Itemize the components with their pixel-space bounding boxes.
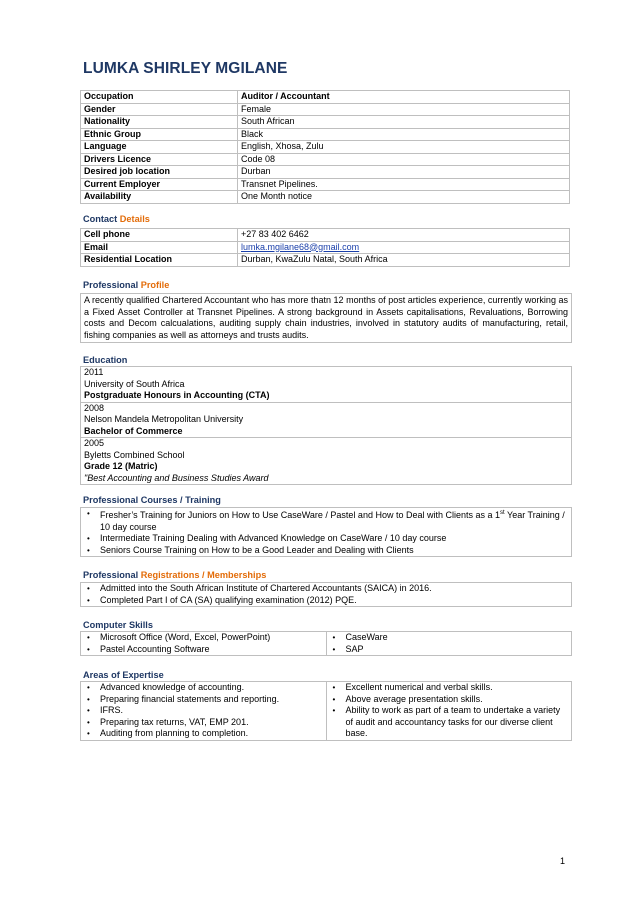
contact-heading [83, 214, 150, 224]
course-text: Fresher’s Training for Juniors on How to Use CaseWare / Pastel and How to Deal with Clients as a 1 [100, 510, 501, 520]
profile-heading-b: Profile [140, 280, 170, 290]
table-row [81, 103, 570, 116]
education-qualification: Postgraduate Honours in Accounting (CTA) [84, 390, 270, 400]
computer-skills-heading: Computer Skills [83, 620, 153, 630]
list-item: • Admitted into the South African Institute of Chartered Accountants (SAICA) in 2016. [81, 583, 571, 595]
education-qualification: Grade 12 (Matric) [84, 461, 158, 471]
table-row [81, 128, 570, 141]
table-row [81, 91, 570, 104]
cell-phone-label: Cell phone [81, 229, 238, 242]
row-value: Female [238, 103, 570, 116]
registrations-heading-b: Registrations / Memberships [140, 570, 267, 580]
table-row [81, 191, 570, 204]
row-value: Black [238, 128, 570, 141]
list-item: • Advanced knowledge of accounting. [81, 682, 326, 694]
residence-value: Durban, KwaZulu Natal, South Africa [238, 254, 570, 267]
row-value: Durban [238, 166, 570, 179]
table-row [81, 153, 570, 166]
profile-box [80, 293, 572, 343]
education-entry [81, 438, 571, 484]
list-item: • SAP [327, 644, 572, 656]
table-row [81, 229, 570, 242]
education-entry [81, 403, 571, 439]
residence-label: Residential Location [81, 254, 238, 267]
education-school: Byletts Combined School [84, 449, 185, 460]
education-school: University of South Africa [84, 378, 185, 389]
education-heading: Education [83, 355, 128, 365]
row-label: Drivers Licence [81, 153, 238, 166]
row-label: Language [81, 141, 238, 154]
page-number: 1 [560, 856, 566, 866]
row-label: Occupation [81, 91, 238, 104]
table-row [81, 254, 570, 267]
row-label: Gender [81, 103, 238, 116]
table-row [81, 141, 570, 154]
education-box [80, 366, 572, 485]
education-year: 2008 [84, 402, 105, 413]
list-item: • Preparing financial statements and reporting. [81, 694, 326, 706]
row-value: Auditor / Accountant [238, 91, 570, 104]
row-label: Nationality [81, 116, 238, 129]
candidate-name: LUMKA SHIRLEY MGILANE [83, 60, 288, 77]
courses-heading: Professional Courses / Training [83, 495, 221, 505]
row-value: South African [238, 116, 570, 129]
courses-box [80, 507, 572, 557]
list-item: • Preparing tax returns, VAT, EMP 201. [81, 717, 326, 729]
education-school: Nelson Mandela Metropolitan University [84, 414, 244, 424]
list-item: • CaseWare [327, 632, 572, 644]
row-label: Availability [81, 191, 238, 204]
profile-text: A recently qualified Chartered Accountant who has more thatn 12 months of post articles experience, currently working as a Fixed Asset Controller at Transnet Pipelines. A strong background in Assets capitalisations, Revaluations, Borrowing costs and Decom calcualations, auditing supply chain industries, involved in statutory audits of manufacturing, retail, fishing companies as well as attorneys and trusts audits. [84, 295, 568, 340]
table-row [81, 178, 570, 191]
list-item: • Above average presentation skills. [327, 694, 572, 706]
cell-phone-value: +27 83 402 6462 [238, 229, 570, 242]
expertise-box [80, 681, 572, 741]
contact-heading-b: Details [119, 214, 150, 224]
row-label: Current Employer [81, 178, 238, 191]
list-item: • Seniors Course Training on How to be a Good Leader and Dealing with Clients [81, 545, 571, 557]
course-superscript: st [500, 510, 505, 516]
row-value: One Month notice [238, 191, 570, 204]
list-item: • Ability to work as part of a team to undertake a variety of audit and accountancy tasks for our diverse client base. [327, 705, 572, 740]
row-value: Code 08 [238, 153, 570, 166]
course-text-cont: Year Training / 10 day course [100, 510, 565, 532]
computer-skills-box [80, 631, 572, 656]
contact-table [80, 228, 570, 267]
education-year: 2005 [84, 438, 105, 448]
contact-heading-a: Contact [83, 214, 118, 224]
list-item: • Auditing from planning to completion. [81, 728, 326, 740]
list-item: • Microsoft Office (Word, Excel, PowerPoint) [81, 632, 326, 644]
list-item: • Excellent numerical and verbal skills. [327, 682, 572, 694]
table-row [81, 241, 570, 254]
list-item: • IFRS. [81, 705, 326, 717]
registrations-heading [83, 570, 266, 580]
education-award: "Best Accounting and Business Studies Award [84, 472, 269, 483]
education-year: 2011 [84, 367, 104, 377]
row-label: Ethnic Group [81, 128, 238, 141]
table-row [81, 116, 570, 129]
list-item: • Intermediate Training Dealing with Advanced Knowledge on CaseWare / 10 day course [81, 533, 571, 545]
registrations-heading-a: Professional [83, 570, 139, 580]
row-value: English, Xhosa, Zulu [238, 141, 570, 154]
list-item [81, 508, 571, 533]
row-label: Desired job location [81, 166, 238, 179]
list-item: • Pastel Accounting Software [81, 644, 326, 656]
education-entry [81, 367, 571, 403]
personal-details-table [80, 90, 570, 204]
email-label: Email [81, 241, 238, 254]
profile-heading [83, 280, 169, 290]
email-link[interactable]: lumka.mgilane68@gmail.com [241, 241, 360, 252]
row-value: Transnet Pipelines. [238, 178, 570, 191]
table-row [81, 166, 570, 179]
expertise-heading: Areas of Expertise [83, 670, 164, 680]
list-item: • Completed Part I of CA (SA) qualifying examination (2012) PQE. [81, 595, 571, 607]
education-qualification: Bachelor of Commerce [84, 425, 183, 436]
registrations-box [80, 582, 572, 607]
profile-heading-a: Professional [83, 280, 139, 290]
